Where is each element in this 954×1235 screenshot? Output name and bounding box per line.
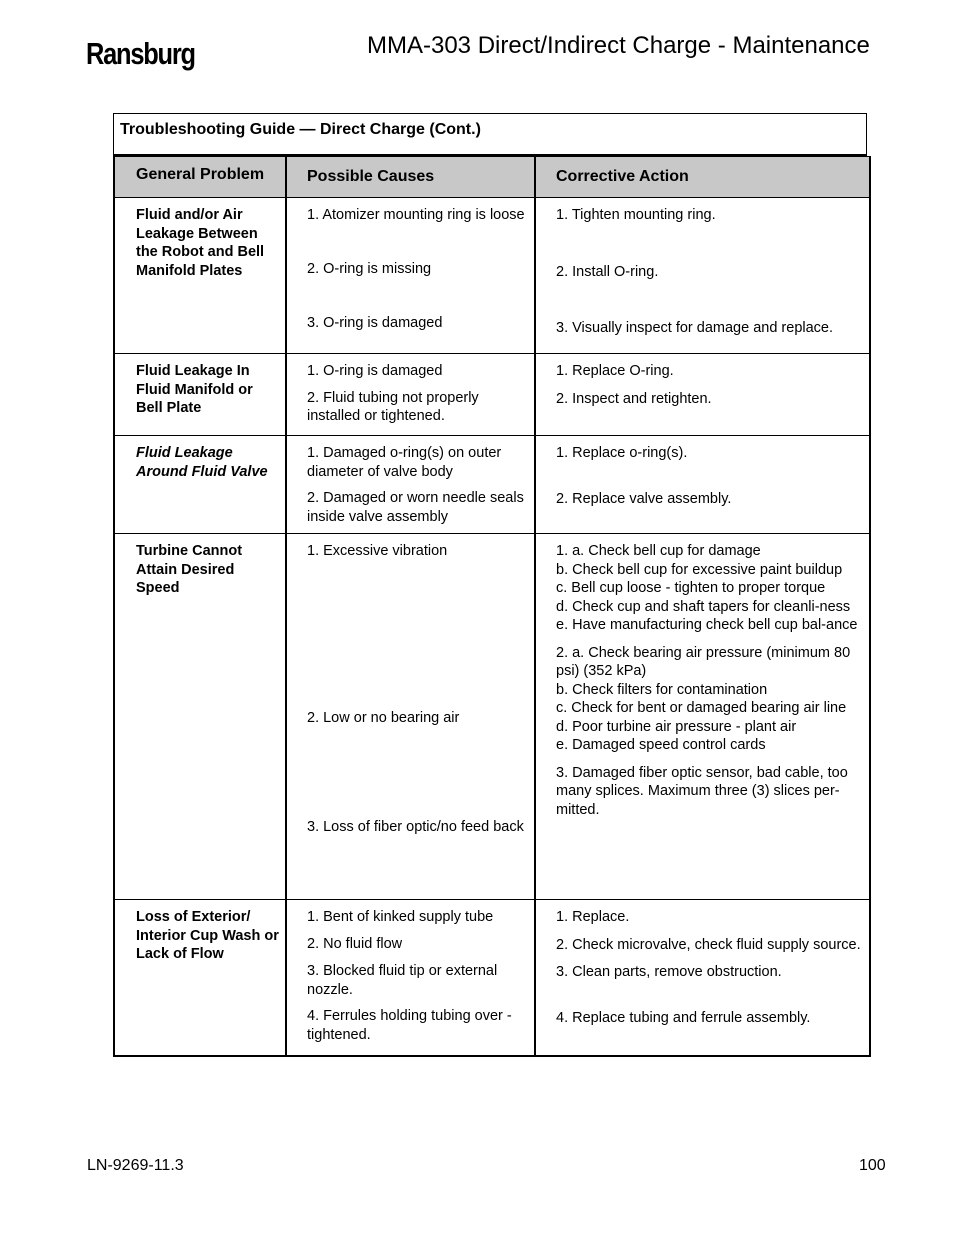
action-item: 2. Install O-ring. — [556, 263, 659, 280]
cause-item: 1. O-ring is damaged — [307, 363, 443, 379]
action-item: d. Poor turbine air pressure - plant air — [556, 718, 797, 735]
causes-cell — [286, 436, 535, 534]
action-item: 3. Damaged fiber optic sensor, bad cable, too many splices. Maximum three (3) slices per-mitted. — [556, 764, 848, 818]
causes-cell — [286, 900, 535, 1056]
actions-cell — [535, 198, 870, 354]
action-item: c. Bell cup loose - tighten to proper torque — [556, 580, 826, 596]
action-group — [556, 764, 863, 820]
document-number: LN-9269-11.3 — [87, 1157, 184, 1174]
cause-item: 2. Damaged or worn needle seals inside valve assembly — [307, 490, 524, 525]
causes-cell — [286, 534, 535, 900]
cause-item: 4. Ferrules holding tubing over -tightened. — [307, 1008, 512, 1043]
actions-cell — [535, 534, 870, 900]
cause-item: 1. Damaged o-ring(s) on outer diameter of valve body — [307, 445, 502, 480]
table-row — [114, 436, 870, 534]
troubleshooting-guide — [113, 113, 869, 1057]
action-group — [556, 644, 863, 755]
problem-cell: Fluid Leakage In Fluid Manifold or Bell Plate — [114, 354, 286, 436]
action-item: 1. Tighten mounting ring. — [556, 207, 716, 223]
actions-cell — [535, 436, 870, 534]
guide-title: Troubleshooting Guide — Direct Charge (Cont.) — [113, 113, 867, 156]
action-item: c. Check for bent or damaged bearing air line — [556, 700, 847, 716]
action-item: 2. Inspect and retighten. — [556, 390, 712, 407]
actions-cell — [535, 354, 870, 436]
action-item: 2. Replace valve assembly. — [556, 490, 732, 507]
cause-item: 2. O-ring is missing — [307, 260, 432, 277]
action-item: 1. Replace o-ring(s). — [556, 445, 688, 461]
action-item: 2. Check microvalve, check fluid supply source. — [556, 936, 861, 953]
cause-item: 2. Fluid tubing not properly installed or tightened. — [307, 389, 479, 424]
troubleshooting-table — [113, 156, 871, 1057]
action-item: 4. Replace tubing and ferrule assembly. — [556, 1009, 811, 1026]
action-group — [556, 542, 863, 635]
problem-cell: Turbine Cannot Attain Desired Speed — [114, 534, 286, 900]
cause-item: 3. Blocked fluid tip or external nozzle. — [307, 963, 498, 998]
cause-item: 1. Bent of kinked supply tube — [307, 909, 494, 925]
problem-cell: Fluid Leakage Around Fluid Valve — [114, 436, 286, 534]
document-title: MMA-303 Direct/Indirect Charge - Maintenance — [367, 32, 870, 59]
cause-item: 3. O-ring is damaged — [307, 315, 443, 331]
actions-cell — [535, 900, 870, 1056]
action-item: b. Check filters for contamination — [556, 681, 768, 698]
action-item: d. Check cup and shaft tapers for cleanli-ness — [556, 598, 851, 615]
cause-item: 1. Atomizer mounting ring is loose — [307, 207, 525, 223]
column-header-corrective-action: Corrective Action — [535, 157, 870, 198]
column-header-possible-causes: Possible Causes — [286, 157, 535, 198]
action-item: 3. Clean parts, remove obstruction. — [556, 964, 782, 980]
table-row — [114, 534, 870, 900]
action-item: e. Have manufacturing check bell cup bal-ance — [556, 617, 858, 633]
table-header-row — [114, 157, 870, 198]
page-number: 100 — [859, 1157, 886, 1174]
causes-cell — [286, 198, 535, 354]
action-item: b. Check bell cup for excessive paint buildup — [556, 561, 843, 578]
action-item: 2. a. Check bearing air pressure (minimum 80 psi) (352 kPa) — [556, 644, 851, 679]
action-item: 1. Replace. — [556, 909, 630, 925]
table-row — [114, 900, 870, 1056]
cause-item: 1. Excessive vibration — [307, 543, 448, 559]
action-item: 3. Visually inspect for damage and replace. — [556, 320, 834, 336]
action-item: e. Damaged speed control cards — [556, 737, 766, 753]
action-item: 1. a. Check bell cup for damage — [556, 543, 761, 559]
action-item: 1. Replace O-ring. — [556, 363, 674, 379]
column-header-general-problem: General Problem — [114, 157, 286, 198]
table-row — [114, 198, 870, 354]
cause-item: 2. Low or no bearing air — [307, 709, 460, 726]
brand-logo: Ransburg — [86, 36, 195, 71]
problem-cell: Loss of Exterior/ Interior Cup Wash or Lack of Flow — [114, 900, 286, 1056]
problem-cell: Fluid and/or Air Leakage Between the Robot and Bell Manifold Plates — [114, 198, 286, 354]
causes-cell — [286, 354, 535, 436]
cause-item: 2. No fluid flow — [307, 935, 403, 952]
cause-item: 3. Loss of fiber optic/no feed back — [307, 819, 524, 835]
table-row — [114, 354, 870, 436]
